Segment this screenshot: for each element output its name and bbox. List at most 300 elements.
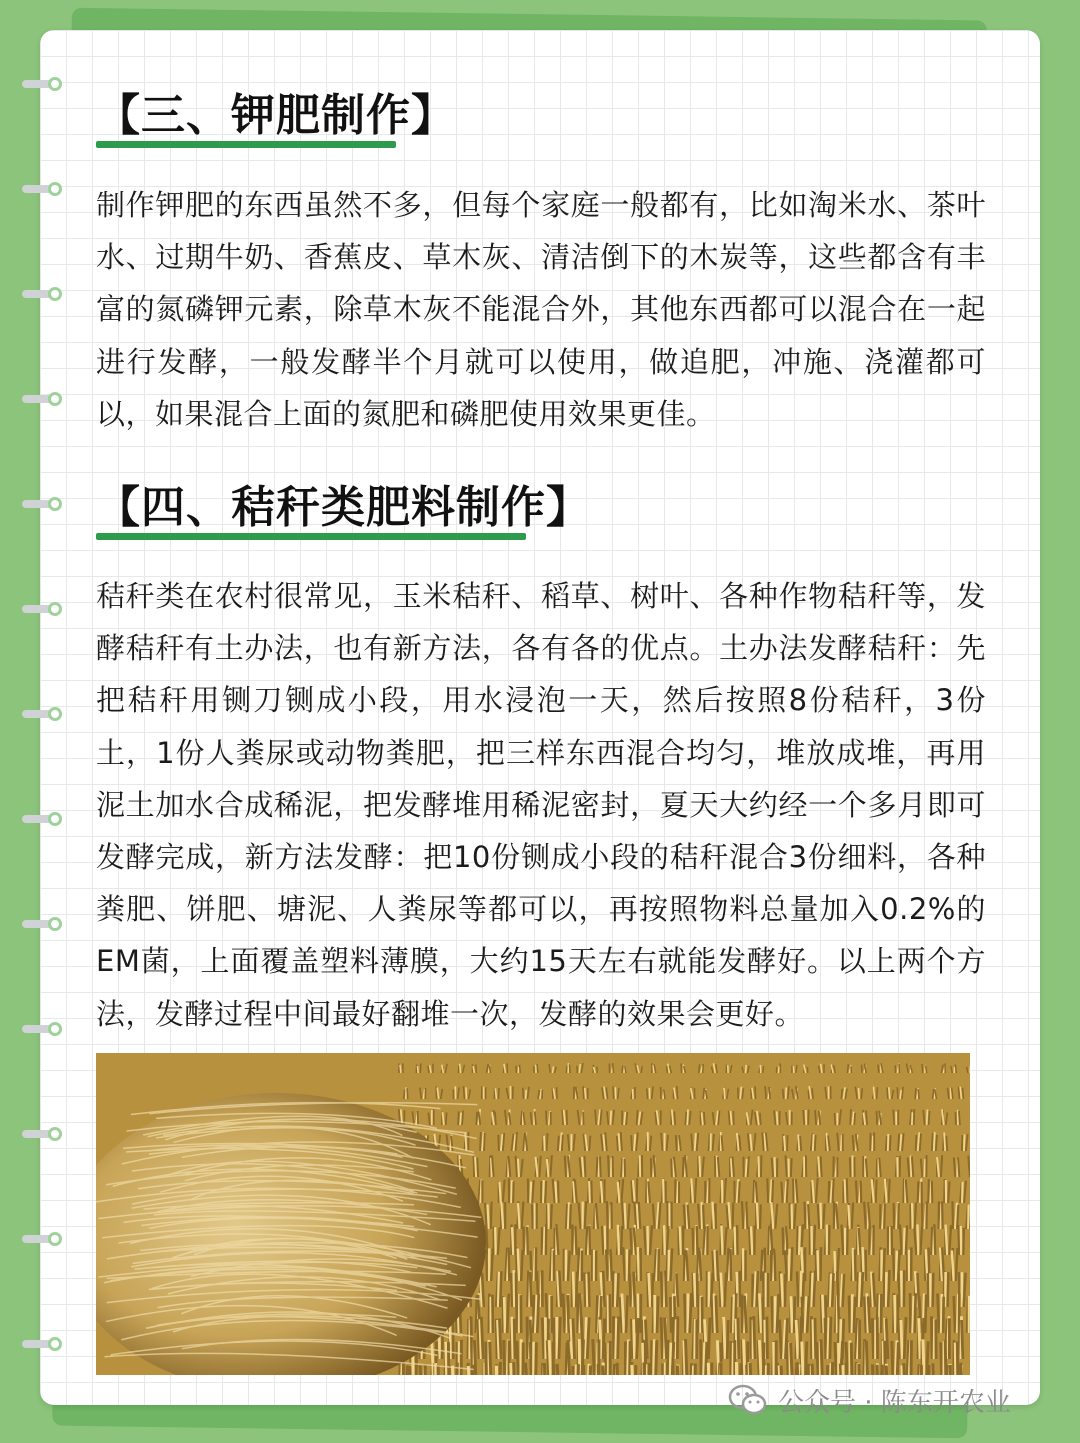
straw-stubble xyxy=(568,1295,569,1333)
straw-stubble xyxy=(683,1157,684,1177)
straw-stubble xyxy=(602,1226,603,1255)
straw-stubble xyxy=(637,1318,639,1359)
straw-stubble xyxy=(617,1363,618,1375)
straw-stubble xyxy=(724,1317,726,1359)
straw-stubble xyxy=(705,1342,707,1375)
straw-stubble xyxy=(934,1224,935,1255)
straw-stubble xyxy=(796,1320,798,1359)
straw-stubble xyxy=(417,1066,418,1073)
straw-stubble xyxy=(739,1181,740,1203)
straw-stubble xyxy=(757,1203,758,1229)
straw-stubble xyxy=(677,1365,678,1375)
straw-stubble xyxy=(611,1158,612,1177)
straw-stubble xyxy=(783,1227,784,1255)
straw-stubble xyxy=(805,1202,806,1229)
straw-stubble xyxy=(446,1112,447,1125)
straw-stubble xyxy=(798,1135,799,1151)
section-3-body: 制作钾肥的东西虽然不多，但每个家庭一般都有，比如淘米水、茶叶水、过期牛奶、香蕉皮、草木灰、清洁倒下的木炭等，这些都含有丰富的氮磷钾元素，除草木灰不能混合外，其他东西都可以混合在一起进行发酵，一般发酵半个月就可以使用，做追肥，冲施、浇灌都可以，如果混合上面的氮肥和磷肥使用效果更佳。 xyxy=(96,188,986,431)
straw-stubble xyxy=(963,1228,964,1255)
straw-stubble xyxy=(611,1111,612,1125)
straw-stubble xyxy=(545,1317,546,1359)
straw-stubble xyxy=(623,1158,624,1177)
wechat-icon xyxy=(728,1383,768,1417)
straw-stubble xyxy=(916,1135,917,1151)
straw-stubble xyxy=(545,1181,546,1203)
straw-stubble xyxy=(637,1110,638,1125)
straw-stubble xyxy=(661,1271,662,1307)
straw-stubble xyxy=(768,1226,769,1255)
straw-stubble xyxy=(653,1339,654,1375)
straw-stubble xyxy=(790,1203,791,1229)
straw-stubble xyxy=(495,1112,496,1125)
straw-stubble xyxy=(693,1228,694,1255)
straw-stubble xyxy=(512,1227,513,1255)
straw-stubble xyxy=(680,1226,681,1255)
straw-stubble xyxy=(527,1317,528,1359)
straw-stubble xyxy=(634,1134,635,1151)
straw-stubble xyxy=(621,1226,622,1255)
straw-stubble xyxy=(491,1249,493,1281)
straw-stubble xyxy=(704,1112,705,1125)
straw-stubble xyxy=(882,1365,883,1375)
straw-stubble xyxy=(546,1111,547,1125)
straw-stubble xyxy=(768,1363,769,1375)
straw-stubble xyxy=(912,1112,913,1125)
binder-ring xyxy=(22,1125,66,1143)
straw-stubble xyxy=(644,1362,645,1375)
straw-stubble xyxy=(877,1087,878,1099)
straw-stubble xyxy=(855,1250,856,1281)
straw-stubble xyxy=(570,1204,571,1229)
straw-stubble xyxy=(812,1088,813,1099)
straw-stubble xyxy=(638,1247,639,1281)
straw-stubble xyxy=(917,1364,919,1375)
straw-stubble xyxy=(933,1273,934,1307)
straw-stubble xyxy=(717,1251,718,1281)
straw-stubble xyxy=(919,1318,920,1359)
straw-stubble xyxy=(551,1204,552,1229)
straw-stubble xyxy=(482,1273,484,1307)
straw-stubble xyxy=(557,1087,558,1099)
straw-stubble xyxy=(670,1297,671,1333)
straw-stubble xyxy=(639,1202,640,1229)
straw-stubble xyxy=(886,1366,887,1375)
straw-stubble xyxy=(832,1273,833,1307)
binder-ring xyxy=(22,1230,66,1248)
straw-stubble xyxy=(786,1088,787,1099)
straw-stubble xyxy=(904,1363,906,1375)
straw-stubble xyxy=(777,1111,778,1125)
straw-stubble xyxy=(477,1158,478,1177)
straw-stubble xyxy=(547,1133,548,1151)
straw-stubble xyxy=(684,1250,685,1281)
straw-stubble xyxy=(530,1182,531,1203)
straw-stubble xyxy=(613,1063,614,1073)
straw-stubble xyxy=(928,1273,929,1307)
straw-stubble xyxy=(961,1226,962,1255)
straw-stubble xyxy=(743,1339,745,1375)
straw-stubble xyxy=(647,1088,648,1099)
straw-stubble xyxy=(557,1364,558,1375)
straw-stubble xyxy=(812,1273,813,1307)
binder-ring-hole xyxy=(48,1022,62,1036)
straw-stubble xyxy=(756,1271,757,1307)
straw-stubble xyxy=(754,1316,755,1359)
straw-stubble xyxy=(661,1317,662,1359)
straw-stubble xyxy=(520,1065,521,1073)
straw-stubble xyxy=(673,1366,674,1375)
straw-stubble xyxy=(667,1066,668,1073)
straw-stubble xyxy=(677,1181,678,1203)
straw-stubble xyxy=(596,1295,597,1333)
straw-stubble xyxy=(589,1136,590,1151)
binder-ring-hole xyxy=(48,1232,62,1246)
straw-stubble xyxy=(489,1294,490,1333)
straw-stubble xyxy=(879,1158,880,1177)
straw-stubble xyxy=(521,1111,522,1125)
straw-stubble xyxy=(509,1248,510,1281)
straw-stubble xyxy=(684,1205,686,1229)
straw-stubble xyxy=(736,1362,737,1375)
straw-stubble xyxy=(511,1180,512,1203)
straw-stubble xyxy=(964,1134,965,1151)
straw-stubble xyxy=(420,1063,421,1073)
straw-stubble xyxy=(686,1339,688,1375)
straw-stubble xyxy=(787,1341,788,1375)
straw-stubble xyxy=(566,1204,567,1229)
straw-stubble xyxy=(703,1205,704,1229)
straw-stubble xyxy=(733,1343,734,1375)
straw-stubble xyxy=(947,1365,948,1375)
straw-stubble xyxy=(759,1293,761,1333)
straw-stubble xyxy=(912,1156,913,1177)
straw-stubble xyxy=(585,1156,586,1177)
straw-stubble xyxy=(488,1204,489,1229)
straw-stubble xyxy=(783,1089,784,1099)
straw-stubble xyxy=(516,1295,517,1333)
straw-stubble xyxy=(807,1296,809,1333)
straw-stubble xyxy=(658,1249,659,1281)
straw-stubble xyxy=(552,1066,553,1073)
straw-stubble xyxy=(618,1316,619,1359)
straw-stubble xyxy=(818,1204,820,1229)
straw-stubble xyxy=(797,1226,798,1255)
straw-stubble xyxy=(948,1272,949,1307)
straw-stubble xyxy=(695,1133,696,1151)
straw-stubble xyxy=(655,1340,656,1375)
straw-stubble xyxy=(958,1087,959,1099)
straw-stubble xyxy=(931,1227,932,1255)
straw-stubble xyxy=(587,1317,589,1359)
straw-stubble xyxy=(721,1362,723,1375)
straw-stubble xyxy=(606,1250,608,1281)
straw-stubble xyxy=(769,1087,770,1099)
straw-stubble xyxy=(941,1155,942,1177)
straw-stubble xyxy=(539,1156,540,1177)
straw-stubble xyxy=(813,1319,814,1359)
straw-stubble xyxy=(849,1296,850,1333)
straw-stubble xyxy=(833,1179,834,1204)
straw-stubble xyxy=(903,1178,904,1203)
straw-stubble xyxy=(912,1203,913,1229)
straw-stubble xyxy=(822,1295,824,1333)
straw-stubble xyxy=(739,1135,740,1151)
straw-stubble xyxy=(962,1320,963,1359)
straw-stubble xyxy=(500,1271,501,1307)
straw-stubble xyxy=(866,1110,867,1125)
straw-stubble xyxy=(785,1274,786,1307)
straw-stubble xyxy=(847,1064,848,1073)
straw-stubble xyxy=(495,1088,496,1099)
section-4-heading: 【四、秸秆类肥料制作】 xyxy=(96,482,591,533)
straw-stubble xyxy=(830,1317,831,1359)
straw-stubble xyxy=(702,1297,703,1333)
straw-stubble xyxy=(933,1363,934,1375)
binder-ring-hole xyxy=(48,1127,62,1141)
straw-stubble xyxy=(877,1111,878,1125)
straw-stubble xyxy=(852,1203,853,1229)
straw-stubble xyxy=(495,1227,496,1255)
straw-stubble xyxy=(498,1135,499,1151)
straw-stubble xyxy=(724,1088,725,1099)
straw-stubble xyxy=(514,1362,515,1375)
straw-stubble xyxy=(786,1226,787,1255)
straw-stubble xyxy=(876,1179,877,1203)
straw-stubble xyxy=(727,1320,728,1359)
straw-stubble xyxy=(699,1249,701,1281)
section-4-underline xyxy=(96,533,526,540)
straw-stubble xyxy=(955,1343,956,1375)
straw-stubble xyxy=(759,1340,761,1375)
straw-stubble xyxy=(853,1135,854,1151)
straw-stubble xyxy=(622,1066,623,1073)
straw-stubble xyxy=(918,1181,919,1203)
straw-stubble xyxy=(573,1271,574,1307)
straw-stubble xyxy=(932,1133,933,1151)
binder-ring-hole xyxy=(48,287,62,301)
straw-stubble xyxy=(781,1274,783,1307)
binder-ring-hole xyxy=(48,392,62,406)
straw-stubble xyxy=(584,1273,585,1307)
straw-stubble xyxy=(694,1364,695,1375)
straw-stubble xyxy=(897,1342,898,1375)
straw-stubble xyxy=(893,1248,894,1281)
straw-stubble xyxy=(484,1133,485,1151)
straw-stubble xyxy=(917,1224,918,1255)
straw-stubble xyxy=(530,1342,531,1375)
straw-stubble xyxy=(593,1339,595,1375)
straw-stubble xyxy=(690,1363,691,1375)
straw-stubble xyxy=(889,1179,890,1203)
straw-stubble xyxy=(843,1274,845,1307)
straw-stubble xyxy=(936,1135,937,1151)
straw-stubble xyxy=(559,1317,560,1359)
binder-ring xyxy=(22,810,66,828)
straw-stubble xyxy=(820,1203,821,1229)
straw-stubble xyxy=(537,1294,538,1333)
straw-stubble xyxy=(831,1362,832,1375)
straw-stubble xyxy=(746,1159,747,1177)
straw-stubble xyxy=(410,1366,411,1375)
straw-stubble xyxy=(686,1250,688,1281)
straw-stubble xyxy=(486,1250,487,1281)
straw-stubble xyxy=(929,1365,930,1375)
straw-stubble xyxy=(589,1181,590,1203)
straw-stubble xyxy=(684,1294,685,1333)
straw-stubble xyxy=(646,1179,647,1203)
straw-stubble xyxy=(566,1066,567,1073)
straw-stubble xyxy=(725,1273,727,1307)
binder-ring xyxy=(22,495,66,513)
straw-stubble xyxy=(618,1225,619,1255)
binder-ring-hole xyxy=(48,1337,62,1351)
straw-stubble xyxy=(901,1320,902,1359)
section-4-body: 秸秆类在农村很常见，玉米秸秆、稻草、树叶、各种作物秸秆等，发酵秸秆有土办法，也有新方法，各有各的优点。土办法发酵秸秆：先把秸秆用铡刀铡成小段，用水浸泡一天，然后按照8份秸秆，3份土，1份人粪尿或动物粪肥，把三样东西混合均匀，堆放成堆，再用泥土加水合成稀泥，把发酵堆用稀泥密封，夏天大约经一个多月即可发酵完成，新方法发酵：把10份铡成小段的秸秆混合3份细料，各种粪肥、饼肥、塘泥、人粪尿等都可以，再按照物料总量加入0.2%的EM菌，上面覆盖塑料薄膜，大约15天左右就能发酵好。以上两个方法，发酵过程中间最好翻堆一次，发酵的效果会更好。 xyxy=(96,579,986,1031)
straw-stubble xyxy=(843,1365,844,1375)
straw-stubble xyxy=(523,1088,524,1099)
straw-stubble xyxy=(922,1064,923,1073)
straw-stubble xyxy=(872,1318,873,1359)
straw-stubble xyxy=(544,1136,545,1151)
straw-stubble xyxy=(959,1111,960,1125)
straw-stubble xyxy=(825,1318,826,1359)
straw-stubble xyxy=(902,1087,903,1099)
binder-ring-hole xyxy=(48,812,62,826)
straw-stubble xyxy=(713,1134,714,1151)
straw-stubble xyxy=(760,1113,761,1125)
straw-stubble xyxy=(888,1270,889,1307)
straw-stubble xyxy=(420,1365,422,1375)
straw-stubble xyxy=(518,1249,519,1281)
straw-stubble xyxy=(685,1112,686,1125)
straw-stubble xyxy=(577,1364,578,1375)
straw-stubble xyxy=(543,1180,544,1203)
straw-stubble xyxy=(808,1364,809,1375)
straw-stubble xyxy=(583,1365,585,1375)
straw-stubble xyxy=(808,1090,809,1099)
straw-stubble xyxy=(791,1247,792,1281)
straw-stubble xyxy=(649,1273,651,1307)
straw-stubble xyxy=(852,1294,853,1333)
straw-stubble xyxy=(708,1318,709,1359)
straw-stubble xyxy=(512,1317,513,1359)
straw-stubble xyxy=(797,1271,798,1307)
straw-stubble xyxy=(460,1113,461,1125)
straw-stubble xyxy=(634,1272,635,1307)
straw-stubble xyxy=(664,1225,665,1255)
straw-stubble xyxy=(753,1180,754,1203)
straw-stubble xyxy=(817,1342,819,1375)
straw-stubble xyxy=(481,1317,483,1359)
straw-stubble xyxy=(527,1227,528,1255)
straw-stubble xyxy=(923,1339,924,1375)
straw-stubble xyxy=(900,1134,901,1151)
straw-stubble xyxy=(774,1157,775,1177)
straw-stubble xyxy=(821,1339,823,1375)
straw-stubble xyxy=(915,1293,916,1333)
straw-stubble xyxy=(766,1365,767,1375)
straw-stubble xyxy=(751,1226,752,1255)
straw-stubble xyxy=(896,1251,897,1281)
straw-stubble xyxy=(514,1319,515,1359)
straw-stubble xyxy=(595,1110,596,1125)
straw-stubble xyxy=(621,1132,622,1151)
binder-ring xyxy=(22,75,66,93)
section-3-heading: 【三、钾肥制作】 xyxy=(96,90,456,141)
straw-stubble xyxy=(562,1135,563,1151)
straw-stubble xyxy=(476,1064,477,1073)
straw-stubble xyxy=(742,1294,743,1333)
straw-stubble xyxy=(958,1157,959,1177)
straw-stubble xyxy=(861,1088,862,1099)
straw-stubble xyxy=(897,1087,898,1099)
straw-stubble xyxy=(835,1342,837,1375)
straw-stubble xyxy=(851,1343,852,1375)
straw-stubble xyxy=(772,1180,773,1203)
straw-stubble xyxy=(944,1132,945,1151)
straw-stubble xyxy=(699,1156,700,1177)
section-3-underline xyxy=(96,141,396,148)
straw-stubble xyxy=(859,1364,860,1375)
straw-stubble xyxy=(559,1270,561,1307)
straw-stubble xyxy=(604,1343,606,1375)
straw-stubble xyxy=(579,1064,580,1073)
straw-stubble xyxy=(859,1272,860,1307)
straw-stubble xyxy=(400,1065,401,1073)
straw-stubble xyxy=(878,1065,879,1073)
straw-stubble xyxy=(535,1111,536,1125)
straw-stubble xyxy=(894,1203,895,1229)
straw-stubble xyxy=(829,1225,830,1255)
straw-stubble xyxy=(456,1363,457,1375)
straw-stubble xyxy=(555,1181,556,1203)
binder-ring xyxy=(22,1335,66,1353)
straw-stubble xyxy=(763,1066,764,1073)
straw-stubble xyxy=(462,1111,463,1125)
binder-ring-hole xyxy=(48,497,62,511)
straw-stubble xyxy=(552,1249,553,1281)
straw-stubble xyxy=(632,1365,634,1375)
straw-stubble xyxy=(887,1088,888,1099)
straw-stubble xyxy=(861,1065,862,1073)
straw-stubble xyxy=(463,1086,464,1099)
straw-stubble xyxy=(625,1159,626,1177)
straw-stubble xyxy=(518,1159,519,1177)
straw-stubble xyxy=(591,1181,592,1203)
straw-stubble xyxy=(716,1295,717,1333)
straw-stubble xyxy=(821,1156,822,1177)
straw-stubble xyxy=(784,1136,785,1151)
straw-stubble xyxy=(941,1294,942,1333)
binder-ring xyxy=(22,1020,66,1038)
straw-stubble xyxy=(915,1088,916,1099)
straw-stubble xyxy=(694,1273,695,1307)
straw-stubble xyxy=(738,1318,739,1359)
straw-stubble xyxy=(428,1066,429,1073)
straw-stubble xyxy=(695,1178,696,1203)
straw-stubble xyxy=(742,1201,743,1229)
straw-stubble xyxy=(491,1202,492,1229)
straw-stubble xyxy=(504,1297,505,1333)
straw-stubble xyxy=(767,1317,768,1359)
straw-stubble xyxy=(544,1363,545,1375)
straw-stubble xyxy=(634,1319,635,1359)
straw-stubble xyxy=(748,1156,749,1177)
straw-stubble xyxy=(847,1178,848,1203)
straw-stubble xyxy=(934,1132,935,1151)
straw-stubble xyxy=(765,1086,766,1099)
straw-stubble xyxy=(583,1086,584,1099)
